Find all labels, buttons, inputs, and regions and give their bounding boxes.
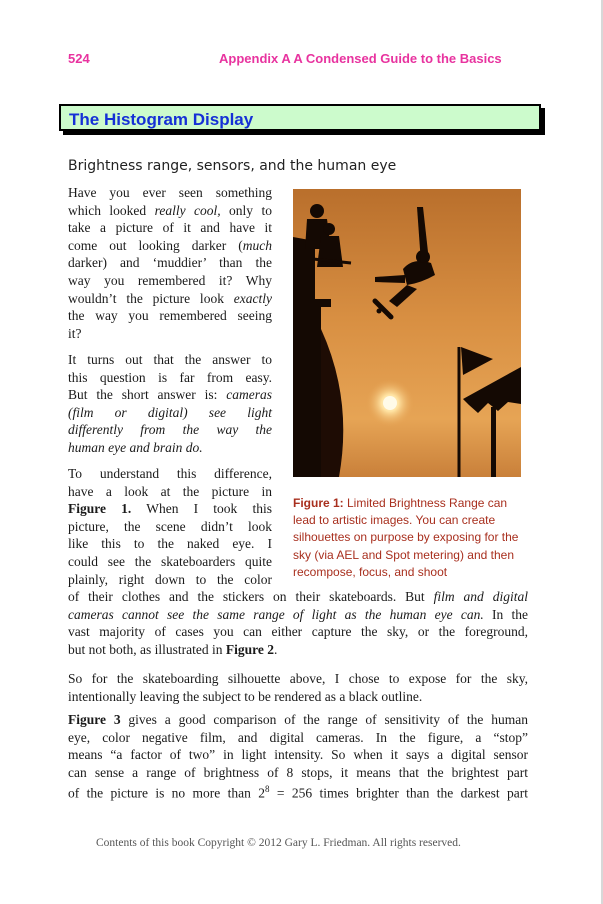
caption-text: Limited Brightness Range can lead to artistic images. You can create silhouettes on purpose by exposing for the sky (via AEL and Spot metering) and then recompose, focus, and shoot <box>293 496 519 579</box>
copyright-footer: Contents of this book Copyright © 2012 Gary L. Friedman. All rights reserved. <box>96 837 461 849</box>
text-line: way you remembered it? Why <box>68 272 272 288</box>
text-line: of their clothes and the stickers on their skateboards. But film and digital <box>68 589 528 604</box>
text-line: Have you ever seen something <box>68 185 272 200</box>
text-line: like this to the naked eye. I <box>68 536 272 552</box>
text-line: (film or digital) see light <box>68 404 272 420</box>
text-line: human eye and brain do. <box>68 439 203 455</box>
text-line: it? <box>68 325 82 341</box>
text-line: can sense a range of brightness of 8 stops, it means that the brightest part <box>68 764 528 780</box>
text-line: cameras cannot see the same range of light as the human eye can. In the <box>68 606 528 622</box>
figure-1-skateboard-silhouette-photo <box>293 189 521 477</box>
text-line: come out looking darker (much <box>68 237 272 253</box>
text-line: of the picture is no more than $2^8 = 256$ times brighter than the darkest part <box>68 784 528 801</box>
text-line: darker) and ‘muddier’ than the <box>68 255 272 271</box>
text-line: picture, the scene didn’t look <box>68 518 272 534</box>
text-line: the way you remembered seeing <box>68 308 272 324</box>
section-banner <box>59 104 541 131</box>
paragraph-5 <box>68 711 528 802</box>
text-line: Figure 3 gives a good comparison of the range of sensitivity of the human <box>68 712 528 727</box>
page-number: 524 <box>68 51 90 66</box>
paragraph-3-continued <box>68 588 528 658</box>
canopy-post <box>491 407 496 477</box>
text-line: have a look at the picture in <box>68 483 272 499</box>
sun <box>383 396 397 410</box>
text-line: It turns out that the answer to <box>68 352 272 367</box>
text-line: means “a factor of two” in light intensity. So when it says a digital sensor <box>68 747 528 763</box>
text-line: could see the skateboarders quite <box>68 553 272 569</box>
spectator-head <box>310 204 324 218</box>
section-title: The Histogram Display <box>69 110 254 129</box>
paragraph-2 <box>68 351 272 457</box>
section-subtitle: Brightness range, sensors, and the human eye <box>68 158 397 174</box>
skateboard-wheel <box>377 309 382 314</box>
text-line: this question is far from easy. <box>68 369 272 385</box>
text-line: intentionally leaving the subject to be rendered as a black outline. <box>68 688 423 704</box>
text-line: differently from the way the <box>68 422 272 438</box>
text-line: wouldn’t the picture look exactly <box>68 290 272 306</box>
text-line: To understand this difference, <box>68 466 272 481</box>
text-line: which looked really cool, only to <box>68 202 272 218</box>
text-line: So for the skateboarding silhouette above, I chose to expose for the sky, <box>68 671 528 686</box>
text-line: take a picture of it and have it <box>68 220 272 236</box>
paragraph-1 <box>68 184 272 342</box>
text-line: Figure 1. When I took this <box>68 501 272 517</box>
running-head: Appendix A A Condensed Guide to the Basics <box>219 51 502 66</box>
figure-1-caption <box>293 495 533 581</box>
text-line: But the short answer is: cameras <box>68 387 272 403</box>
text-line: plainly, right down to the color <box>68 571 272 587</box>
paragraph-3 <box>68 465 272 588</box>
text-line: vast majority of cases you can either capture the sky, or the foreground, <box>68 624 528 640</box>
text-line: but not both, as illustrated in Figure 2. <box>68 641 278 657</box>
paragraph-4 <box>68 670 528 705</box>
spectator-head <box>323 223 335 235</box>
text-line: eye, color negative film, and digital cameras. In the figure, a “stop” <box>68 729 528 745</box>
figure-label: Figure 1: <box>293 496 344 510</box>
